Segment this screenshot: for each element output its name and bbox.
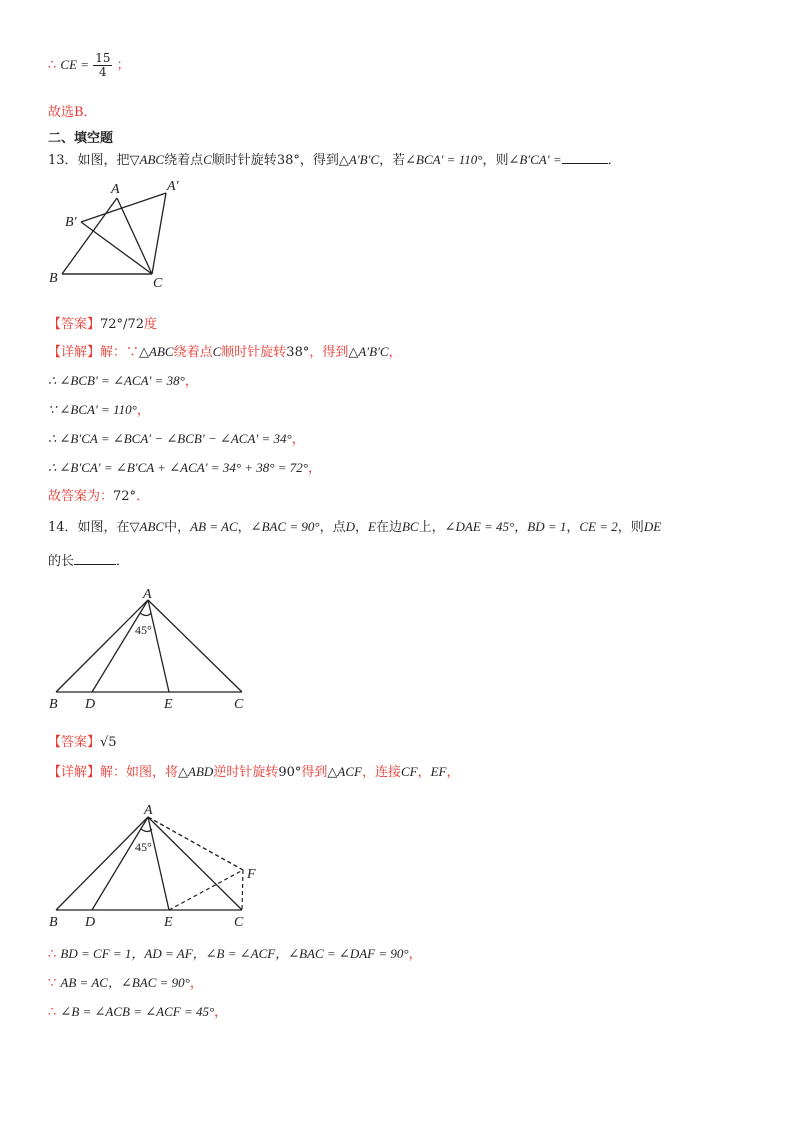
q13-label-c: C xyxy=(153,276,163,291)
q14-detail-label-e: E xyxy=(164,915,173,930)
q14-detail-triangle: △ABD xyxy=(178,764,214,779)
q13-detail-c: 顺时针旋转 xyxy=(221,345,287,360)
q13-detail-a: 解：∵ xyxy=(100,345,140,360)
section-title: 二、填空题 xyxy=(48,131,114,146)
q13-ask: ∠B′CA′ = xyxy=(508,152,562,167)
q13-detail-tag: 【详解】 xyxy=(48,345,101,360)
q14-answer-tag: 【答案】 xyxy=(48,735,101,750)
q14-step-1-mark: ∴ xyxy=(48,947,57,962)
q14-point-d: D xyxy=(345,519,355,534)
q13-stem-g: ． xyxy=(607,153,621,168)
q14-detail-label-a: A xyxy=(144,803,153,818)
q13-answer-unit: 度 xyxy=(143,317,157,332)
q13-detail-triangle2: △A′B′C xyxy=(348,344,389,359)
q13-label-b: B xyxy=(49,271,58,286)
choose-b-line: 故选B． xyxy=(48,105,97,120)
q14-step-2-text: AB = AC，∠BAC = 90° xyxy=(60,975,190,990)
q14-detail-ef: EF xyxy=(430,764,447,779)
q13-stem-d: ，得到 xyxy=(299,153,339,168)
q14-detail-c: 得到 xyxy=(301,765,328,780)
q14-detail-label-b: B xyxy=(49,915,58,930)
q14-stem-g: 的长 xyxy=(48,554,75,569)
q14-detail-label-d: D xyxy=(85,915,96,930)
q14-cond-5: CE = 2 xyxy=(579,519,618,534)
q14-answer-value: √5 xyxy=(100,735,117,750)
q14-step-3-text: ∠B = ∠ACB = ∠ACF = 45° xyxy=(60,1004,215,1019)
q13-point-c: C xyxy=(203,152,212,167)
q13-condition: ∠BCA′ = 110° xyxy=(405,152,483,167)
q13-label-a-prime: A′ xyxy=(167,179,179,194)
q13-step-1-text: ∴ ∠BCB′ = ∠ACA′ = 38° xyxy=(48,373,185,388)
q13-triangle2: △A′B′C xyxy=(338,152,380,167)
q13-stem-f: ，则 xyxy=(482,153,509,168)
q13-step-3: ∴ ∠B′CA = ∠BCA′ − ∠BCB′ − ∠ACA′ = 34°， xyxy=(48,431,305,447)
q14-label-a: A xyxy=(143,587,152,602)
therefore-symbol: ∴ xyxy=(48,58,57,73)
q14-cond-2: ∠BAC = 90° xyxy=(250,519,320,534)
q13-step-3-text: ∴ ∠B′CA = ∠BCA′ − ∠BCB′ − ∠ACA′ = 34° xyxy=(48,431,292,446)
q13-answer-value: 72°/72 xyxy=(100,317,144,332)
q14-triangle: ▽ABC xyxy=(129,519,165,534)
q14-detail-label-c: C xyxy=(234,915,244,930)
q13-step-4-text: ∴ ∠B′CA′ = ∠B′CA + ∠ACA′ = 34° + 38° = 72° xyxy=(48,460,308,475)
q13-stem-e: ，若 xyxy=(379,153,406,168)
q14-stem-b: 中， xyxy=(164,520,191,535)
q14-step-1: ∴ BD = CF = 1，AD = AF，∠B = ∠ACF，∠BAC = ∠DAF = 90°， xyxy=(48,946,422,962)
q13-answer-tag: 【答案】 xyxy=(48,317,101,332)
q14-cond-1: AB = AC xyxy=(190,519,238,534)
q14-cond-3: ∠DAE = 45° xyxy=(444,519,515,534)
q13-final-end: ． xyxy=(136,489,150,504)
q13-detail-e: ， xyxy=(388,345,402,360)
q13-stem-c: 顺时针旋转 xyxy=(211,153,277,168)
q14-detail-b: 逆时针旋转 xyxy=(213,765,279,780)
q14-detail-label-f: F xyxy=(247,867,256,882)
q14-step-2: ∵ AB = AC，∠BAC = 90°， xyxy=(48,975,203,991)
q14-stem-f: ，则 xyxy=(617,520,644,535)
q14-stem-e: 上， xyxy=(418,520,445,535)
fraction-denominator: 4 xyxy=(99,65,107,79)
q14-detail-label-angle: 45° xyxy=(135,840,152,854)
q14-step-1-text: BD = CF = 1，AD = AF，∠B = ∠ACF，∠BAC = ∠DAF = 90° xyxy=(60,946,409,961)
q14-detail-a: 解：如图，将 xyxy=(100,765,179,780)
q14-side-bc: BC xyxy=(401,519,419,534)
q14-stem-a: 14．如图，在 xyxy=(48,520,130,535)
q14-label-c: C xyxy=(234,697,244,712)
q14-stem-h: ． xyxy=(116,554,130,569)
q14-detail-triangle2: △ACF xyxy=(327,764,362,779)
q13-detail-triangle: △ABC xyxy=(139,344,174,359)
q13-step-2-text: ∵ ∠BCA′ = 110° xyxy=(48,402,137,417)
fraction-numerator: 15 xyxy=(95,51,111,65)
q13-label-a: A xyxy=(111,182,120,197)
q13-step-1: ∴ ∠BCB′ = ∠ACA′ = 38°， xyxy=(48,373,198,389)
q14-stem-c: ，点 xyxy=(319,520,346,535)
q13-step-2: ∵ ∠BCA′ = 110°， xyxy=(48,402,150,418)
q14-detail-d: ，连接 xyxy=(361,765,401,780)
q14-stem-line-1: 14．如图，在▽ABC中，AB = AC，∠BAC = 90°，点D，E在边BC上，∠DAE = 45°，BD = 1，CE = 2，则DE xyxy=(48,519,662,535)
q14-label-e: E xyxy=(164,697,173,712)
q14-de: DE xyxy=(643,519,662,534)
q13-detail-d: ，得到 xyxy=(309,345,349,360)
q13-label-b-prime: B′ xyxy=(65,215,77,230)
q13-triangle: ▽ABC xyxy=(129,152,165,167)
q13-stem-b: 绕着点 xyxy=(164,153,204,168)
q14-detail-line: 【详解】解：如图，将△ABD逆时针旋转90°得到△ACF，连接CF，EF， xyxy=(48,764,460,780)
q13-detail-b: 绕着点 xyxy=(173,345,213,360)
q14-step-3: ∴ ∠B = ∠ACB = ∠ACF = 45°， xyxy=(48,1004,228,1020)
q14-detail-cf: CF xyxy=(400,764,418,779)
q14-detail-tag: 【详解】 xyxy=(48,765,101,780)
ce-end: ； xyxy=(116,58,130,73)
q13-step-4: ∴ ∠B′CA′ = ∠B′CA + ∠ACA′ = 34° + 38° = 72°， xyxy=(48,460,321,476)
q14-label-b: B xyxy=(49,697,58,712)
q13-final-text: 故答案为： xyxy=(48,489,114,504)
ce-lhs: CE = xyxy=(60,57,90,72)
q14-cond-4: BD = 1 xyxy=(527,519,567,534)
q14-step-2-mark: ∵ xyxy=(48,976,57,991)
q13-detail-angle: 38° xyxy=(286,345,310,360)
q14-detail-angle: 90° xyxy=(278,765,302,780)
q14-label-d: D xyxy=(85,697,96,712)
q14-label-angle: 45° xyxy=(135,623,152,637)
q13-stem-a: 13．如图，把 xyxy=(48,153,130,168)
q14-detail-e: ， xyxy=(446,765,460,780)
q14-stem-d: 在边 xyxy=(375,520,402,535)
q13-final-value: 72° xyxy=(113,489,137,504)
q14-point-e: E xyxy=(368,519,376,534)
q13-detail-point: C xyxy=(212,344,222,359)
q13-angle: 38° xyxy=(276,153,300,168)
q14-step-3-mark: ∴ xyxy=(48,1005,57,1020)
